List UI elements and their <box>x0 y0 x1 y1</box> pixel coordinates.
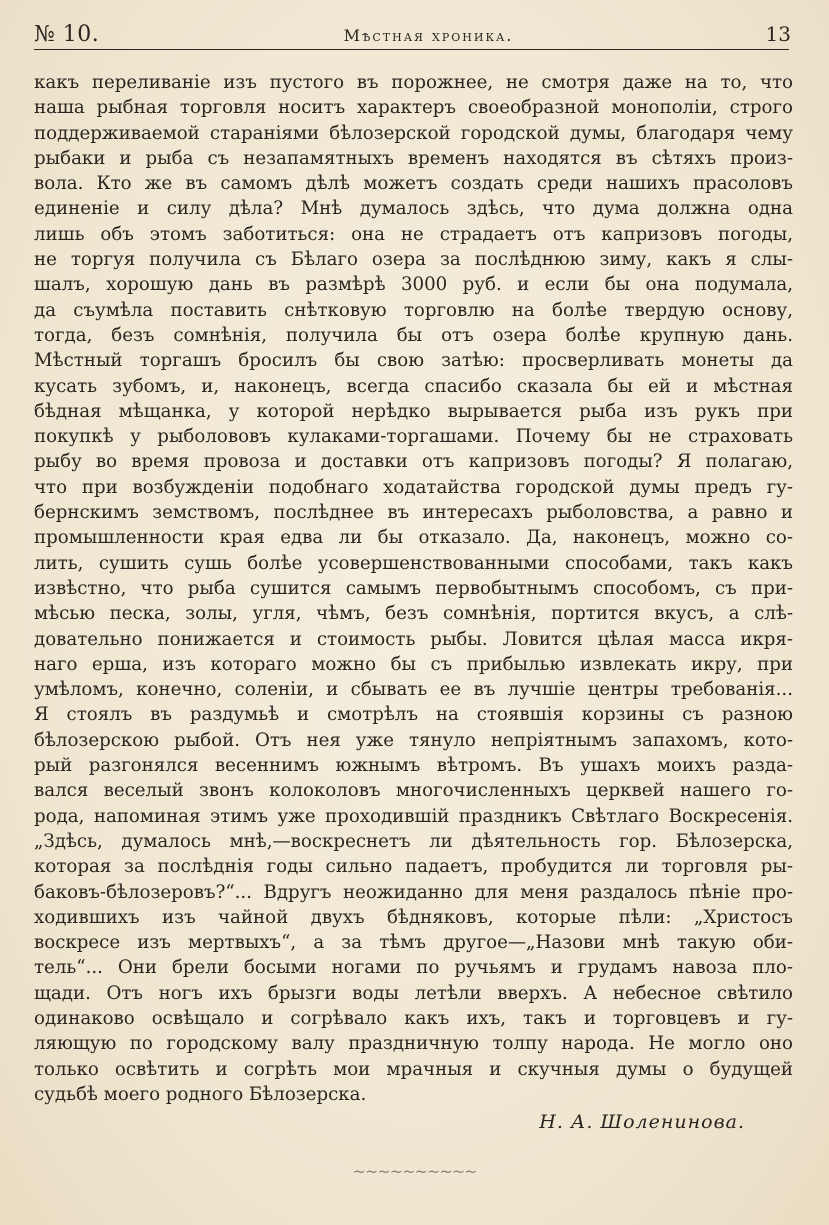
text-line: мѣсью песка, золы, угля, чѣмъ, безъ сомнѣнія, портится вкусъ, а слѣ- <box>34 603 793 625</box>
text-line: рый разгонялся весеннимъ южнымъ вѣтромъ. Въ ушахъ моихъ разда- <box>34 755 793 777</box>
article-body <box>34 70 793 1107</box>
header-rule <box>34 49 789 50</box>
text-line: покупкѣ у рыболововъ кулаками-торгашами. Почему бы не страховать <box>34 426 793 448</box>
text-line: ходившихъ изъ чайной двухъ бѣдняковъ, которые пѣли: „Христосъ <box>34 906 793 928</box>
text-line: рыбу во время провоза и доставки отъ капризовъ погоды? Я полагаю, <box>34 451 793 473</box>
text-line: бѣлозерскою рыбой. Отъ нея уже тянуло непріятнымъ запахомъ, кото- <box>34 729 793 751</box>
text-line: наша рыбная торговля носитъ характеръ своеобразной монополіи, строго <box>34 97 793 119</box>
text-line: шалъ, хорошую дань въ размѣрѣ 3000 руб. и если бы она подумала, <box>34 274 793 296</box>
text-line: „Здѣсь, думалось мнѣ,—воскреснетъ ли дѣятельность гор. Бѣлозерска, <box>34 830 793 852</box>
text-line: не торгуя получила съ Бѣлаго озера за послѣднюю зиму, какъ я слы- <box>34 249 793 271</box>
section-title: Мѣстная хроника. <box>343 26 514 45</box>
text-line: рыбаки и рыба съ незапамятныхъ временъ находятся въ сѣтяхъ произ- <box>34 147 793 169</box>
text-line: да съумѣла поставить снѣтковую торговлю на болѣе твердую основу, <box>34 299 793 321</box>
text-line: воскресе изъ мертвыхъ“, а за тѣмъ другое—„Назови мнѣ такую оби- <box>34 932 793 954</box>
running-header <box>34 18 793 48</box>
text-line: Мѣстный торгашъ бросилъ бы свою затѣю: просверливать монеты да <box>34 350 793 372</box>
text-line: промышленности края едва ли бы отказало. Да, наконецъ, можно со- <box>34 527 793 549</box>
issue-number: № 10. <box>34 22 100 47</box>
text-line: вался веселый звонъ колоколовъ многочисленныхъ церквей нашего го- <box>34 780 793 802</box>
text-line: лишь объ этомъ заботиться: она не страдаетъ отъ капризовъ погоды, <box>34 223 793 245</box>
text-line: единеніе и силу дѣла? Мнѣ думалось здѣсь, что дума должна одна <box>34 198 793 220</box>
text-line: которая за послѣднія годы сильно падаетъ, пробудится ли торговля ры- <box>34 856 793 878</box>
text-line: умѣломъ, конечно, соленіи, и сбывать ее въ лучшіе центры требованія... <box>34 679 793 701</box>
page-number: 13 <box>765 22 791 46</box>
text-line: тогда, безъ сомнѣнія, получила бы отъ озера болѣе крупную дань. <box>34 324 793 346</box>
text-line: бѣдная мѣщанка, у которой нерѣдко вырывается рыба изъ рукъ при <box>34 400 793 422</box>
text-line: тель“... Они брели босыми ногами по ручьямъ и грудамъ навоза пло- <box>34 957 793 979</box>
text-line: рода, напоминая этимъ уже проходившій праздникъ Свѣтлаго Воскресенія. <box>34 805 793 827</box>
text-line: какъ переливаніе изъ пустого въ порожнее, не смотря даже на то, что <box>34 72 793 93</box>
text-line: бернскимъ земствомъ, послѣднее въ интересахъ рыболовства, а равно и <box>34 502 793 524</box>
end-ornament: ~~~~~~~~~~ <box>352 1162 477 1181</box>
text-line: щади. Отъ ногъ ихъ брызги воды летѣли вверхъ. А небесное свѣтило <box>34 982 793 1004</box>
text-line: лить, сушить сушь болѣе усовершенствованными способами, такъ какъ <box>34 552 793 574</box>
text-line: извѣстно, что рыба сушится самымъ первобытнымъ способомъ, съ при- <box>34 577 793 599</box>
author-signature: Н. А. Шоленинова. <box>539 1111 745 1133</box>
text-line: вола. Кто же въ самомъ дѣлѣ можетъ создать среди нашихъ прасоловъ <box>34 173 793 195</box>
text-line: ляющую по городскому валу праздничную толпу народа. Не могло оно <box>34 1033 793 1055</box>
text-line: баковъ-бѣлозеровъ?“... Вдругъ неожиданно для меня раздалось пѣніе про- <box>34 881 793 903</box>
text-line: наго ерша, изъ котораго можно бы съ прибылью извлекать икру, при <box>34 653 793 675</box>
text-line: что при возбужденіи подобнаго ходатайства городской думы предъ гу- <box>34 476 793 498</box>
text-line: Я стоялъ въ раздумьѣ и смотрѣлъ на стоявшія корзины съ разною <box>34 704 793 726</box>
text-line: довательно понижается и стоимость рыбы. Ловится цѣлая масса икря- <box>34 628 793 650</box>
text-line: только освѣтить и согрѣть мои мрачныя и скучныя думы о будущей <box>34 1058 793 1080</box>
text-line: судьбѣ моего родного Бѣлозерска. <box>34 1083 367 1105</box>
text-line: поддерживаемой стараніями бѣлозерской городской думы, благодаря чему <box>34 122 793 144</box>
text-line: кусать зубомъ, и, наконецъ, всегда спасибо сказала бы ей и мѣстная <box>34 375 793 397</box>
text-line: одинаково освѣщало и согрѣвало какъ ихъ, такъ и торговцевъ и гу- <box>34 1007 793 1029</box>
